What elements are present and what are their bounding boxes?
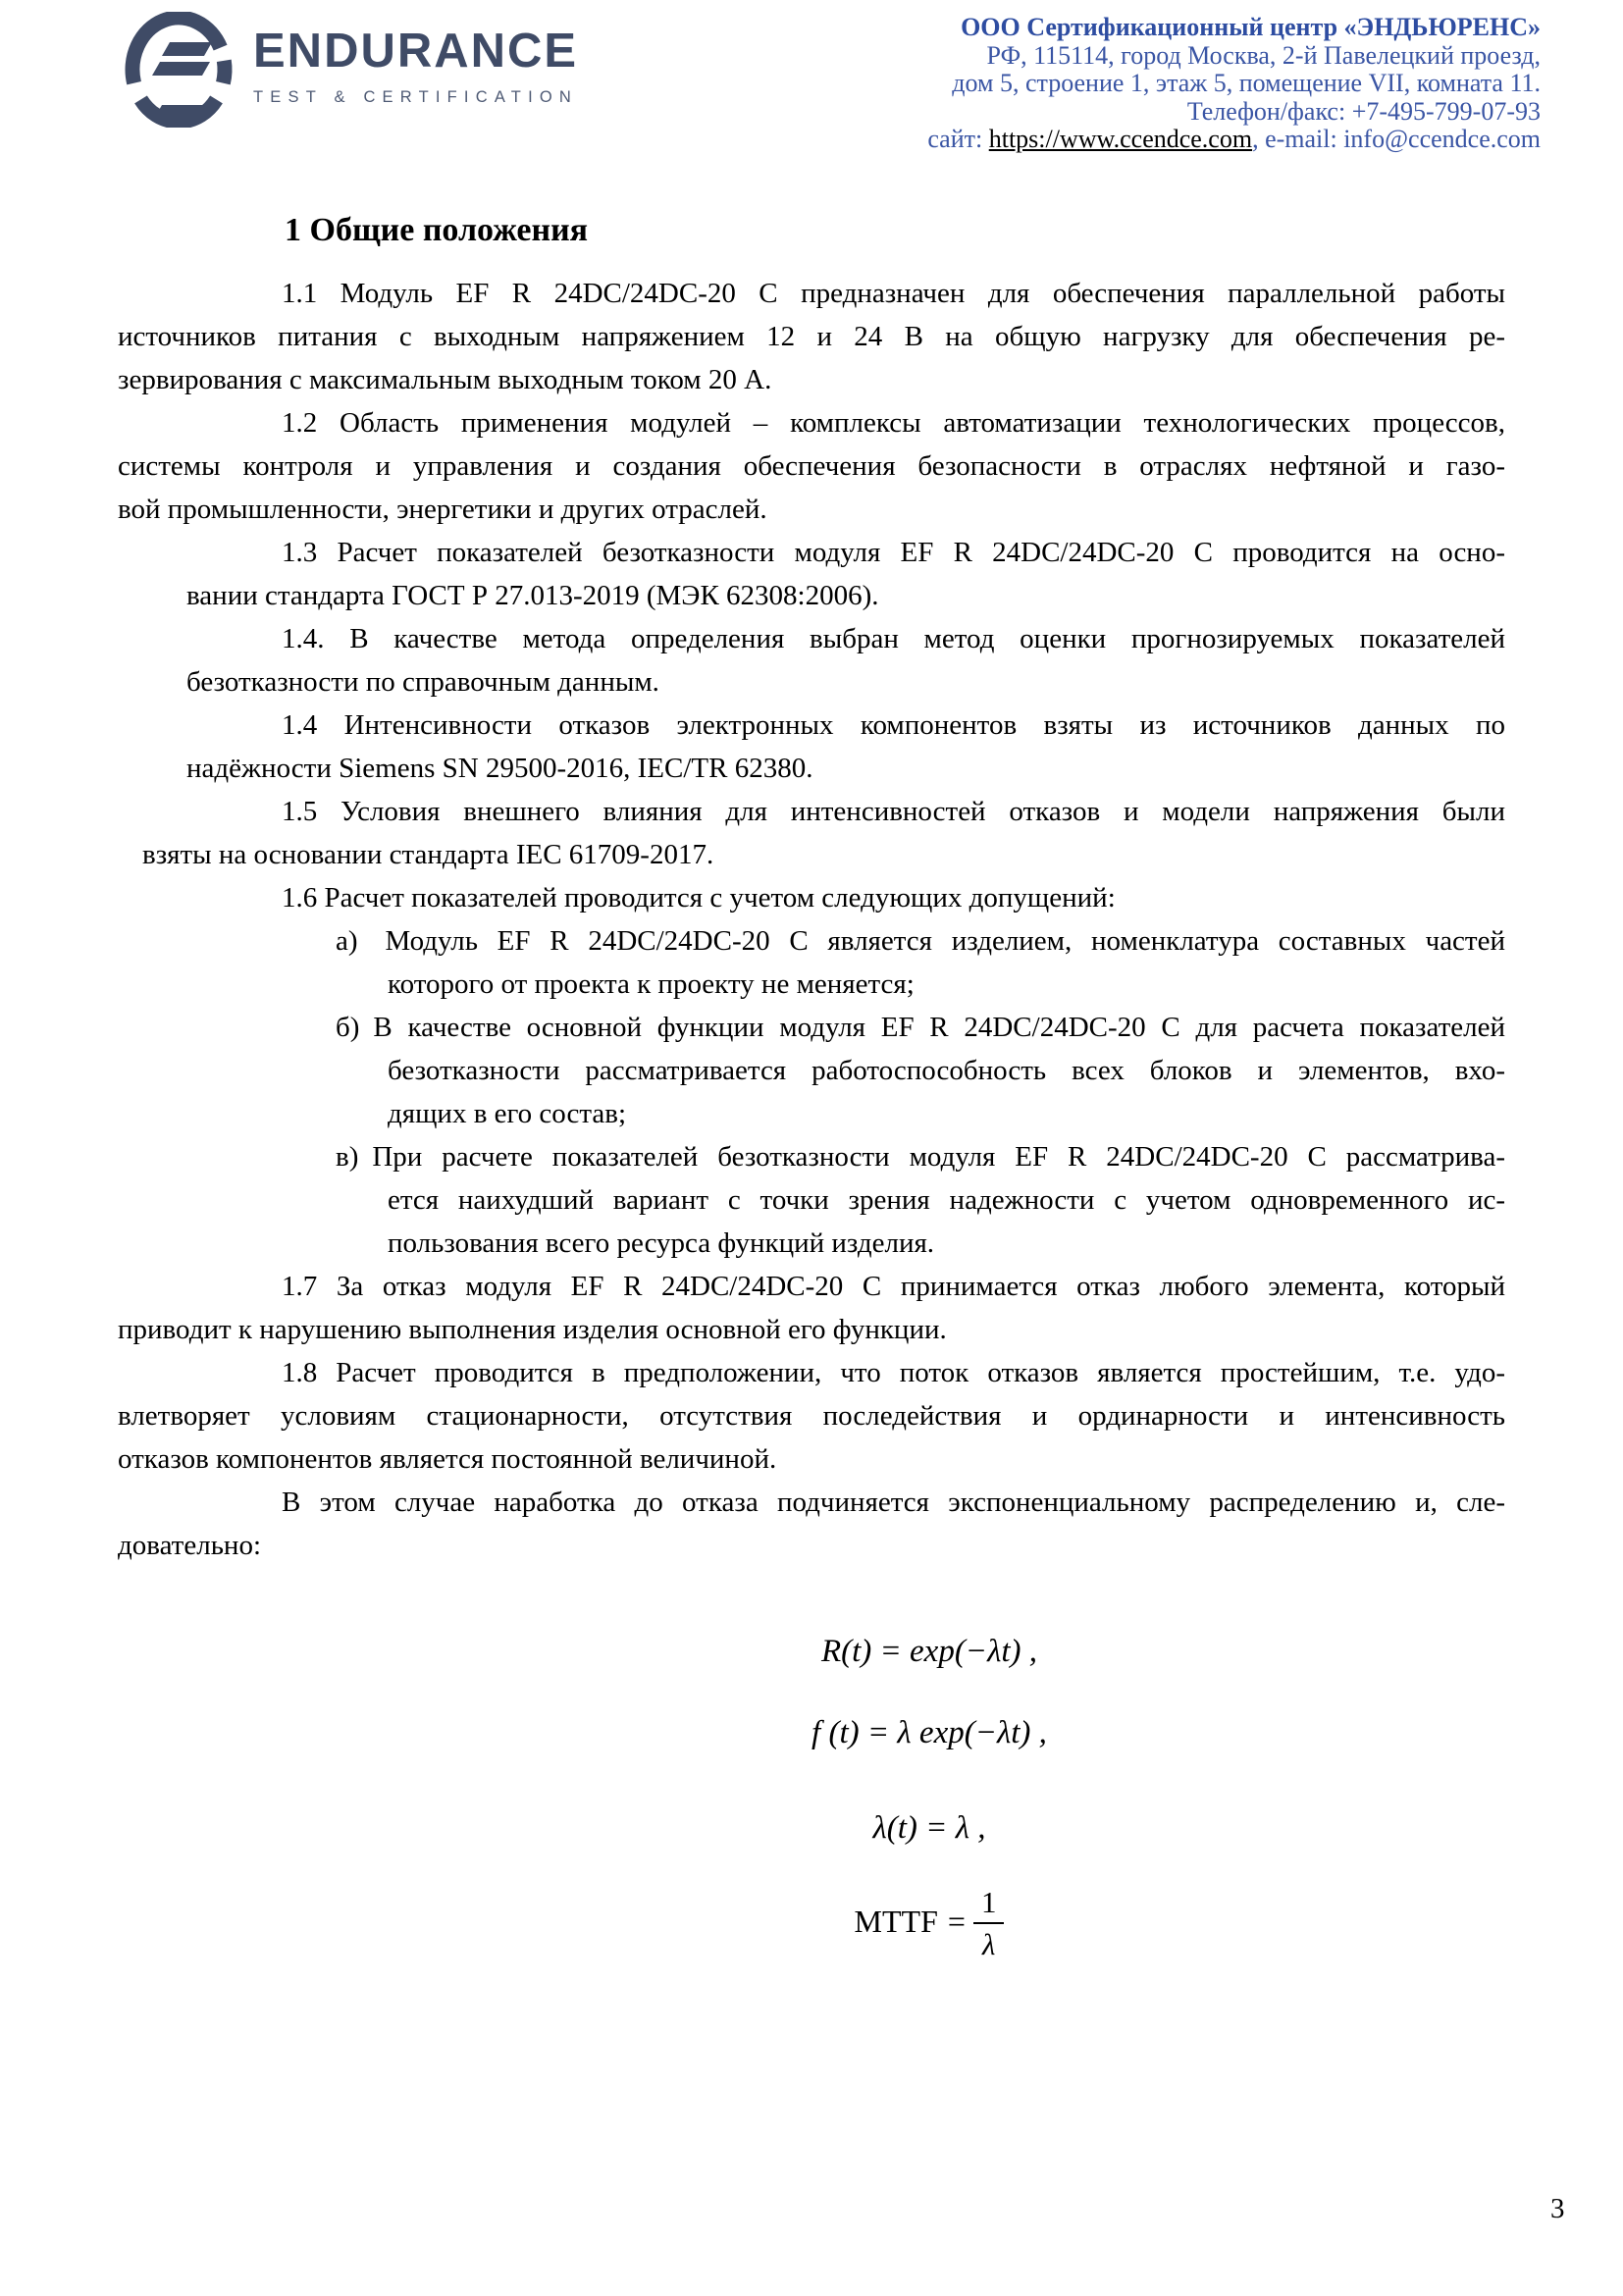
paragraph xyxy=(118,704,1505,790)
company-name: ООО Сертификационный центр «ЭНДЬЮРЕНС» xyxy=(961,13,1541,41)
text-line: дящих в его состав; xyxy=(388,1098,627,1129)
paragraph xyxy=(118,401,1505,531)
endurance-logo-icon xyxy=(124,12,234,128)
list-marker: б) xyxy=(336,1012,360,1043)
text-line: безотказности по справочным данным. xyxy=(186,666,659,698)
text-line: В этом случае наработка до отказа подчиняется экспоненциальному распределению и, сле- xyxy=(282,1487,1505,1518)
formulas-block xyxy=(353,1629,1505,1963)
paragraph xyxy=(118,272,1505,401)
company-info-block xyxy=(927,14,1541,154)
formula-mttf xyxy=(353,1886,1505,1963)
fraction xyxy=(973,1886,1005,1963)
list-marker: в) xyxy=(336,1141,359,1173)
paragraph xyxy=(118,1481,1505,1567)
equals-sign: = xyxy=(947,1903,966,1939)
text-line: приводит к нарушению выполнения изделия основной его функции. xyxy=(118,1314,947,1345)
text-line: 1.2 Область применения модулей – комплексы автоматизации технологических процессов, xyxy=(282,407,1505,439)
text-line: а) Модуль EF R 24DC/24DC-20 С является изделием, номенклатура составных частей xyxy=(336,925,1505,957)
text-line: в) При расчете показателей безотказности модуля EF R 24DC/24DC-20 С рассматрива- xyxy=(336,1141,1505,1173)
mttf-label: MTTF xyxy=(854,1903,938,1939)
company-address-line-1: РФ, 115114, город Москва, 2-й Павелецкий проезд, xyxy=(986,40,1541,70)
logo-text xyxy=(253,12,578,107)
text-line: 1.7 За отказ модуля EF R 24DC/24DC-20 С принимается отказ любого элемента, который xyxy=(282,1271,1505,1302)
formula-reliability: R(t) = exp(−λt) , xyxy=(820,1634,1038,1669)
text-line: взяты на основании стандарта IEC 61709-2017. xyxy=(142,839,714,870)
text-line: 1.1 Модуль EF R 24DC/24DC-20 С предназначен для обеспечения параллельной работы xyxy=(282,278,1505,309)
text-line: 1.4. В качестве метода определения выбран метод оценки прогнозируемых показателей xyxy=(282,623,1505,654)
company-address-line-2: дом 5, строение 1, этаж 5, помещение VII, комната 11. xyxy=(952,69,1541,97)
page-number: 3 xyxy=(1550,2193,1565,2224)
text-line: источников питания с выходным напряжением 12 и 24 В на общую нагрузку для обеспечения ре- xyxy=(118,321,1505,352)
text-line: системы контроля и управления и создания обеспечения безопасности в отраслях нефтяной и газо- xyxy=(118,450,1505,482)
paragraph xyxy=(118,790,1505,876)
list-item xyxy=(118,1006,1505,1135)
email-text: , e-mail: info@ccendce.com xyxy=(1252,125,1541,153)
text-line: ется наихудший вариант с точки зрения надежности с учетом одновременного ис- xyxy=(388,1184,1505,1216)
logo-tagline-text: TEST & CERTIFICATION xyxy=(253,88,579,106)
body-text xyxy=(118,272,1505,1567)
text-line: влетворяет условиям стационарности, отсутствия последействия и ординарности и интенсивность xyxy=(118,1400,1505,1432)
formula-failure-rate: λ(t) = λ , xyxy=(872,1810,986,1846)
paragraph xyxy=(118,1351,1505,1481)
list-marker: а) xyxy=(336,925,358,957)
paragraph xyxy=(118,1265,1505,1351)
text-line: 1.4 Интенсивности отказов электронных компонентов взяты из источников данных по xyxy=(282,709,1505,741)
text-line: зервирования с максимальным выходным током 20 А. xyxy=(118,364,772,395)
paragraph xyxy=(118,876,1505,919)
text-line: б) В качестве основной функции модуля EF R 24DC/24DC-20 С для расчета показателей xyxy=(336,1012,1505,1043)
text-line: надёжности Siemens SN 29500-2016, IEC/TR 62380. xyxy=(186,753,813,784)
text-line: вой промышленности, энергетики и других отраслей. xyxy=(118,494,767,525)
list-item xyxy=(118,1135,1505,1265)
logo-brand-text: ENDURANCE xyxy=(253,25,579,78)
text-line: 1.8 Расчет проводится в предположении, что поток отказов является простейшим, т.е. удо- xyxy=(282,1357,1505,1388)
list-item xyxy=(118,919,1505,1006)
paragraph xyxy=(118,617,1505,704)
site-label: сайт: xyxy=(927,125,989,153)
company-phone: Телефон/факс: +7-495-799-07-93 xyxy=(1186,96,1541,126)
text-line: безотказности рассматривается работоспособность всех блоков и элементов, вхо- xyxy=(388,1055,1505,1086)
website-link[interactable]: https://www.ccendce.com xyxy=(988,125,1253,153)
text-line: которого от проекта к проекту не меняется; xyxy=(388,968,915,1000)
paragraph xyxy=(118,531,1505,617)
formula-density: f (t) = λ exp(−λt) , xyxy=(812,1715,1047,1750)
company-web-line xyxy=(927,126,1541,154)
section-title: 1 Общие положения xyxy=(285,212,589,248)
text-line: вании стандарта ГОСТ Р 27.013-2019 (МЭК 62308:2006). xyxy=(186,580,879,611)
text-line: довательно: xyxy=(118,1530,262,1561)
text-line: пользования всего ресурса функций изделия. xyxy=(388,1227,935,1259)
fraction-numerator: 1 xyxy=(973,1886,1005,1924)
text-line: отказов компонентов является постоянной величиной. xyxy=(118,1443,777,1475)
text-line: 1.6 Расчет показателей проводится с учетом следующих допущений: xyxy=(282,882,1116,913)
text-line: 1.5 Условия внешнего влияния для интенсивностей отказов и модели напряжения были xyxy=(282,796,1505,827)
company-logo xyxy=(124,12,578,128)
text-line: 1.3 Расчет показателей безотказности модуля EF R 24DC/24DC-20 С проводится на осно- xyxy=(282,537,1505,568)
fraction-denominator: λ xyxy=(981,1927,996,1961)
